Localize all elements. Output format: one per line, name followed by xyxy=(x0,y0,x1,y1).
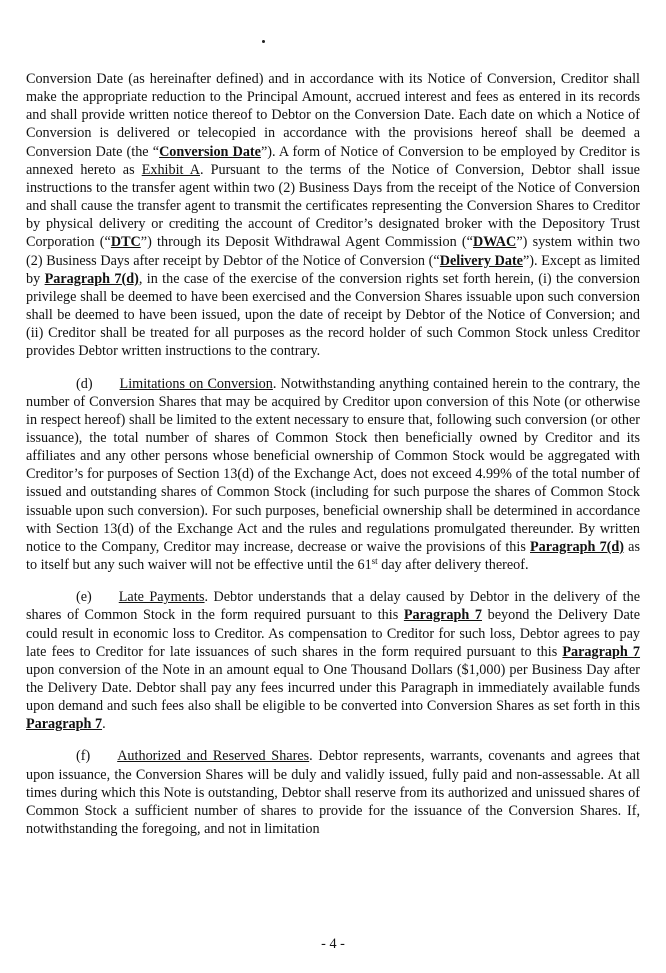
text-run: day after delivery thereof. xyxy=(377,557,529,574)
text-run: Conversion Date (as hereinafter defined) and in accordance with its Notice of Conversion, Creditor shall make the appropriate reduction to the Principal Amount, accrued interest and fees as entered in its records and shall provide written notice thereof to Debtor on the Conversion Date. Each date on which a Notice of Conversion is delivered or telecopied in accordance with the provisions hereof shall be deemed a Conversion Date (the “ xyxy=(26,71,640,160)
paragraph-reference: Paragraph 7 xyxy=(26,716,103,733)
text-run: . xyxy=(102,716,106,733)
scan-speck xyxy=(262,40,265,43)
section-heading: Authorized and Reserved Shares xyxy=(117,748,310,765)
paragraph-d-limitations-on-conversion xyxy=(26,375,640,575)
text-run: ”). Except as limited by xyxy=(26,252,640,287)
page-number: - 4 - xyxy=(321,936,345,952)
defined-term-conversion-date: Conversion Date xyxy=(159,143,261,160)
section-label: (e) xyxy=(76,589,92,606)
defined-term-delivery-date: Delivery Date xyxy=(439,252,523,269)
text-run: , in the case of the exercise of the conversion rights set forth herein, (i) the conversion privilege shall be deemed to have been exercised and the Conversion Shares issuable upon such conversion shall be deemed to have been issued, upon the date of receipt by Debtor of the Notice of Conversion; and (ii) Creditor shall be treated for all purposes as the record holder of such Common Stock unless Creditor provides Debtor written instructions to the contrary. xyxy=(26,270,640,360)
text-run: ”) system within two (2) Business Days after receipt by Debtor of the Notice of Conversion (“ xyxy=(26,234,640,269)
section-heading: Limitations on Conversion xyxy=(119,375,273,392)
paragraph-reference: Paragraph 7(d) xyxy=(530,538,625,555)
text-run: upon conversion of the Note in an amount equal to One Thousand Dollars ($1,000) per Business Day after the Delivery Date. Debtor shall pay any fees incurred under this Paragraph in immediately available funds upon demand and such fees also shall be eligible to be converted into Conversion Shares as set forth in this xyxy=(26,661,640,715)
text-run: ”). A form of Notice of Conversion to be employed by Creditor is annexed hereto as xyxy=(26,143,640,178)
text-run: as to itself but any such waiver will not be effective until the 61 xyxy=(26,538,640,574)
text-run: beyond the Delivery Date could result in economic loss to Creditor. As compensation to Creditor for such loss, Debtor agrees to pay late fees to Creditor for late issuances of such shares in the form required pursuant to this xyxy=(26,607,641,660)
paragraph-conversion-procedure xyxy=(26,70,640,361)
document-body xyxy=(26,70,640,838)
paragraph-reference: Paragraph 7 xyxy=(403,607,482,624)
paragraph-reference: Paragraph 7 xyxy=(562,643,641,660)
text-run: ”) through its Deposit Withdrawal Agent Commission (“ xyxy=(140,234,473,251)
ordinal-superscript: st xyxy=(371,556,378,567)
text-run: . Debtor represents, warrants, covenants and agrees that upon issuance, the Conversion Shares will be duly and validly issued, fully paid and non-assessable. At all times during which this Note is outstanding, Debtor shall reserve from its authorized and unissued shares of Common Stock a sufficient number of shares to provide for the issuance of the Conversion Shares. If, notwithstanding the foregoing, and not in limitation xyxy=(26,748,640,838)
exhibit-a-reference: Exhibit A xyxy=(141,161,200,178)
defined-term-dtc: DTC xyxy=(110,234,141,251)
text-run: . Notwithstanding anything contained herein to the contrary, the number of Conversion Shares that may be acquired by Creditor upon conversion of this Note (or otherwise in respect hereof) shall be limited to the extent necessary to ensure that, following such conversion (or other issuance), the total number of shares of Common Stock then beneficially owned by Creditor and its affiliates and any other persons whose beneficial ownership of Common Stock would be aggregated with Creditor’s for purposes of Section 13(d) of the Exchange Act, does not exceed 4.99% of the total number of issued and outstanding shares of Common Stock (including for such purpose the shares of Common Stock issuable upon such conversion). For such purposes, beneficial ownership shall be determined in accordance with Section 13(d) of the Exchange Act and the rules and regulations promulgated thereunder. By written notice to the Company, Creditor may increase, decrease or waive the provisions of this xyxy=(26,375,640,555)
section-label: (d) xyxy=(76,375,93,392)
defined-term-dwac: DWAC xyxy=(472,234,517,251)
text-run: . Debtor understands that a delay caused by Debtor in the delivery of the shares of Common Stock in the form required pursuant to this xyxy=(26,589,640,624)
paragraph-e-late-payments xyxy=(26,588,640,733)
paragraph-f-authorized-and-reserved-shares xyxy=(26,747,640,838)
section-label: (f) xyxy=(76,748,91,765)
section-heading: Late Payments xyxy=(118,589,205,606)
paragraph-reference: Paragraph 7(d) xyxy=(44,270,139,287)
text-run: . Pursuant to the terms of the Notice of Conversion, Debtor shall issue instructions to the transfer agent within two (2) Business Days from the receipt of the Notice of Conversion and shall cause the transfer agent to transmit the certificates representing the Conversion Shares to Creditor by physical delivery or crediting the account of Creditor’s designated broker with the Depository Trust Corporation (“ xyxy=(26,161,640,251)
